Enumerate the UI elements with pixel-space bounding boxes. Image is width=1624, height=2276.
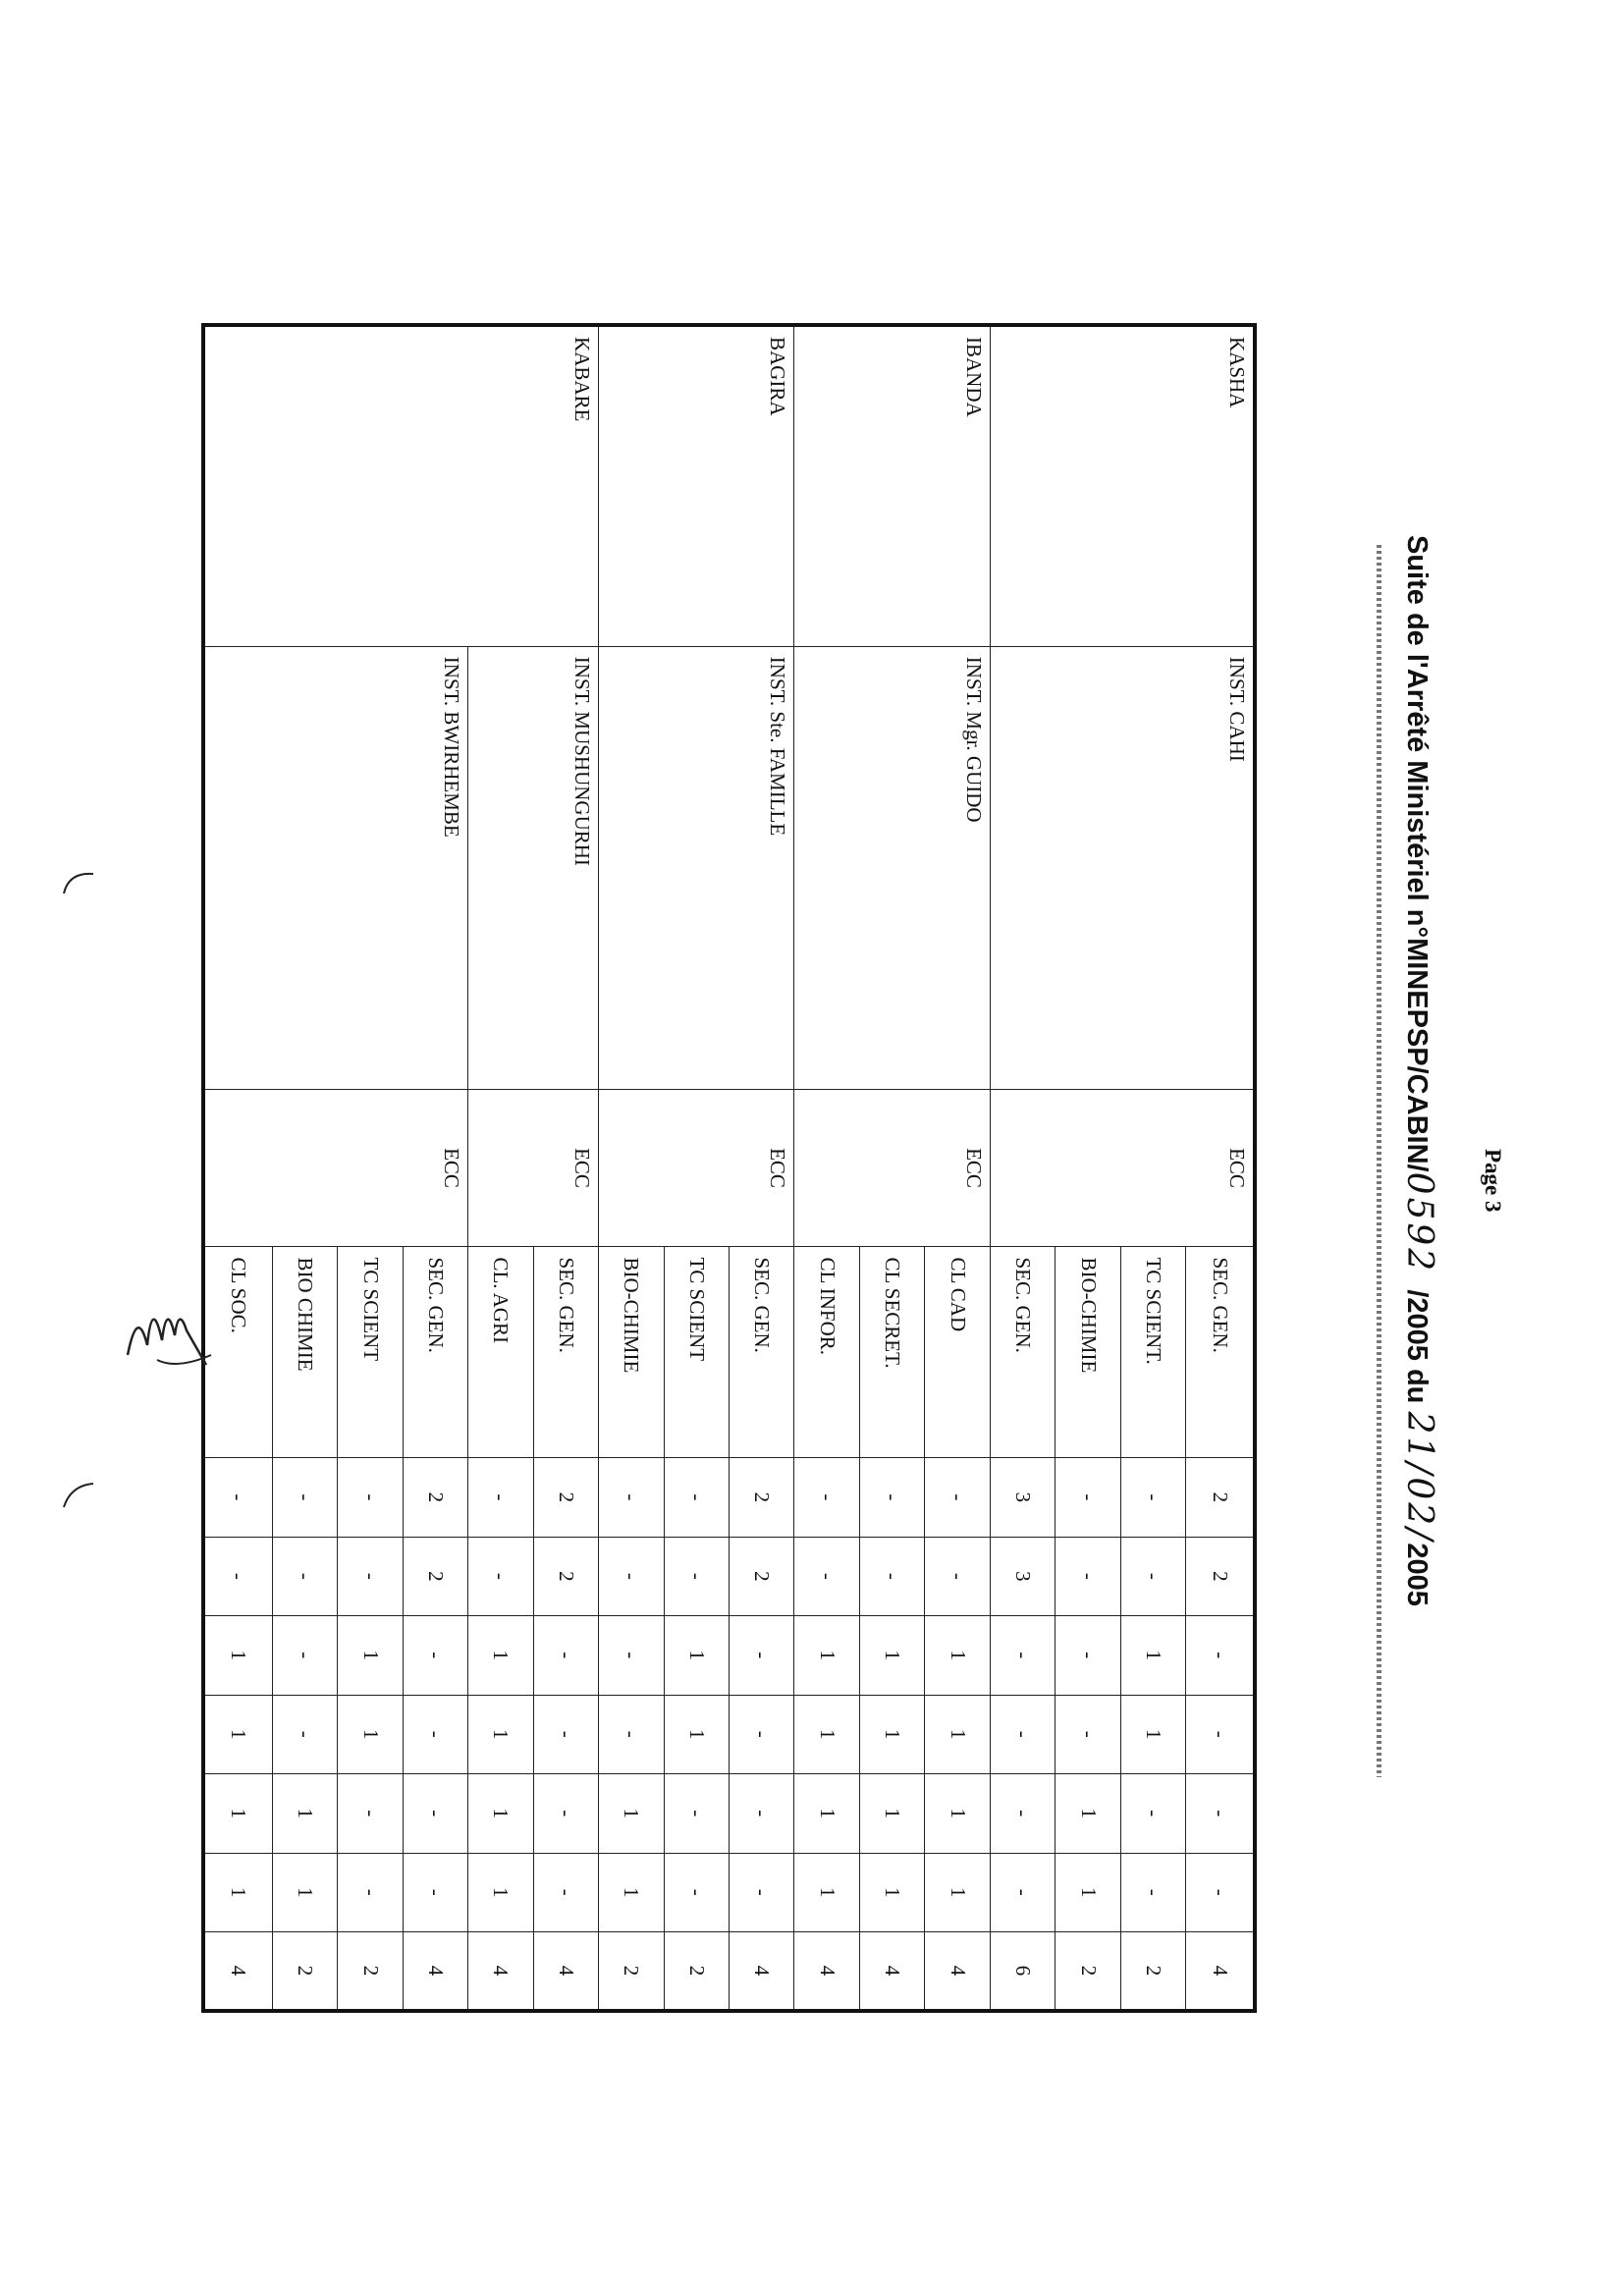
value-cell: - [403,1853,467,1931]
value-cell: - [338,1774,403,1853]
handwritten-date: 21/02/ [1399,1411,1439,1544]
value-cell: - [1186,1853,1255,1931]
value-cell: - [664,1774,729,1853]
regime-cell: ECC [990,1089,1255,1247]
total-cell: 2 [1120,1932,1185,2012]
value-cell: - [403,1695,467,1773]
value-cell: 1 [1120,1616,1185,1695]
school-cell: INST. MUSHUNGURHI [468,646,599,1089]
value-cell: 1 [859,1616,924,1695]
value-cell: - [1120,1853,1185,1931]
value-cell: - [468,1458,533,1537]
value-cell: 1 [1056,1853,1120,1931]
value-cell: 2 [730,1458,794,1537]
value-cell: - [533,1853,598,1931]
value-cell: 1 [468,1616,533,1695]
section-cell: CL SECRET. [859,1247,924,1458]
value-cell: 2 [1186,1537,1255,1615]
school-cell: INST. CAHI [990,646,1255,1089]
section-cell: CL INFOR. [794,1247,859,1458]
handwritten-number: 0592 [1399,1171,1439,1274]
value-cell: - [730,1695,794,1773]
margin-mark-icon-2 [59,1478,98,1517]
document-heading [1399,535,1439,1606]
total-cell: 4 [203,1932,272,2012]
value-cell: 1 [925,1616,990,1695]
value-cell: - [794,1458,859,1537]
section-cell: CL CAD [925,1247,990,1458]
total-cell: 2 [599,1932,664,2012]
total-cell: 2 [272,1932,337,2012]
page-label: Page 3 [1481,1149,1505,1213]
value-cell: 3 [990,1537,1055,1615]
value-cell: - [338,1537,403,1615]
heading-prefix: Suite de l'Arrêté Ministériel n°MINEPSP/CABIN/ [1401,535,1433,1172]
value-cell: 1 [925,1853,990,1931]
value-cell: 1 [794,1695,859,1773]
district-cell: IBANDA [794,325,990,646]
value-cell: - [990,1853,1055,1931]
section-cell: TC SCIENT [664,1247,729,1458]
value-cell: - [272,1458,337,1537]
value-cell: 1 [794,1616,859,1695]
section-cell: TC SCIENT. [1120,1247,1185,1458]
value-cell: - [730,1616,794,1695]
section-cell: SEC. GEN. [533,1247,598,1458]
value-cell: - [272,1537,337,1615]
section-cell: CL SOC. [203,1247,272,1458]
section-cell: SEC. GEN. [403,1247,467,1458]
value-cell: - [203,1458,272,1537]
section-cell: BIO-CHIMIE [599,1247,664,1458]
value-cell: - [338,1458,403,1537]
value-cell: 1 [925,1695,990,1773]
value-cell: 1 [338,1695,403,1773]
value-cell: 1 [272,1774,337,1853]
value-cell: - [1120,1537,1185,1615]
value-cell: - [794,1537,859,1615]
value-cell: - [730,1853,794,1931]
value-cell: - [990,1695,1055,1773]
value-cell: - [1186,1774,1255,1853]
value-cell: - [1056,1616,1120,1695]
value-cell: 1 [859,1853,924,1931]
section-cell: BIO-CHIMIE [1056,1247,1120,1458]
value-cell: 1 [794,1774,859,1853]
value-cell: 2 [730,1537,794,1615]
regime-cell: ECC [794,1089,990,1247]
value-cell: - [990,1616,1055,1695]
value-cell: 1 [599,1774,664,1853]
regime-cell: ECC [203,1089,468,1247]
value-cell: 1 [468,1695,533,1773]
regime-cell: ECC [468,1089,599,1247]
value-cell: 1 [338,1616,403,1695]
section-cell: TC SCIENT [338,1247,403,1458]
section-cell: SEC. GEN. [990,1247,1055,1458]
value-cell: 1 [664,1695,729,1773]
value-cell: 1 [1056,1774,1120,1853]
table-row [1186,325,1255,2011]
value-cell: - [599,1616,664,1695]
value-cell: - [730,1774,794,1853]
value-cell: - [664,1853,729,1931]
value-cell: 1 [468,1774,533,1853]
value-cell: 2 [533,1537,598,1615]
value-cell: - [533,1695,598,1773]
value-cell: 3 [990,1458,1055,1537]
heading-year-end: 2005 [1401,1543,1433,1606]
total-cell: 4 [730,1932,794,2012]
total-cell: 4 [468,1932,533,2012]
value-cell: - [468,1537,533,1615]
section-cell: CL. AGRI [468,1247,533,1458]
school-cell: INST. BWIRHEMBE [203,646,468,1089]
value-cell: - [664,1458,729,1537]
value-cell: - [403,1616,467,1695]
value-cell: 1 [794,1853,859,1931]
schools-table [201,323,1257,2013]
value-cell: - [272,1616,337,1695]
value-cell: - [925,1458,990,1537]
total-cell: 6 [990,1932,1055,2012]
value-cell: - [599,1695,664,1773]
value-cell: 2 [533,1458,598,1537]
table-row [730,325,794,2011]
value-cell: 2 [1186,1458,1255,1537]
allocation-table [201,323,1257,2013]
value-cell: - [1186,1616,1255,1695]
value-cell: - [403,1774,467,1853]
value-cell: 1 [664,1616,729,1695]
total-cell: 4 [403,1932,467,2012]
value-cell: 1 [859,1774,924,1853]
value-cell: - [599,1537,664,1615]
total-cell: 2 [338,1932,403,2012]
value-cell: 1 [203,1616,272,1695]
value-cell: - [1056,1537,1120,1615]
heading-underline [1377,545,1381,1777]
section-cell: SEC. GEN. [1186,1247,1255,1458]
total-cell: 4 [533,1932,598,2012]
value-cell: 1 [203,1853,272,1931]
total-cell: 4 [1186,1932,1255,2012]
value-cell: - [599,1458,664,1537]
section-cell: SEC. GEN. [730,1247,794,1458]
value-cell: - [338,1853,403,1931]
value-cell: - [990,1774,1055,1853]
value-cell: 2 [403,1458,467,1537]
total-cell: 2 [1056,1932,1120,2012]
total-cell: 4 [859,1932,924,2012]
school-cell: INST. Ste. FAMILLE [599,646,794,1089]
value-cell: - [1056,1695,1120,1773]
district-cell: BAGIRA [599,325,794,646]
value-cell: 1 [272,1853,337,1931]
heading-year-part: /2005 du [1401,1289,1433,1404]
handwritten-initials-icon [118,1286,216,1384]
value-cell: - [925,1537,990,1615]
value-cell: - [1186,1695,1255,1773]
school-cell: INST. Mgr. GUIDO [794,646,990,1089]
value-cell: - [533,1616,598,1695]
value-cell: 1 [599,1853,664,1931]
value-cell: - [664,1537,729,1615]
district-cell: KASHA [990,325,1255,646]
regime-cell: ECC [599,1089,794,1247]
value-cell: - [1120,1458,1185,1537]
value-cell: 1 [468,1853,533,1931]
total-cell: 4 [794,1932,859,2012]
value-cell: - [1120,1774,1185,1853]
value-cell: 1 [203,1695,272,1773]
value-cell: 1 [925,1774,990,1853]
value-cell: - [533,1774,598,1853]
margin-mark-icon [59,864,98,903]
total-cell: 2 [664,1932,729,2012]
value-cell: - [272,1695,337,1773]
value-cell: - [859,1458,924,1537]
total-cell: 4 [925,1932,990,2012]
value-cell: 1 [1120,1695,1185,1773]
value-cell: - [203,1537,272,1615]
value-cell: - [859,1537,924,1615]
table-row [925,325,990,2011]
table-row [533,325,598,2011]
value-cell: - [1056,1458,1120,1537]
section-cell: BIO CHIMIE [272,1247,337,1458]
value-cell: 1 [203,1774,272,1853]
value-cell: 2 [403,1537,467,1615]
value-cell: 1 [859,1695,924,1773]
district-cell: KABARE [203,325,599,646]
